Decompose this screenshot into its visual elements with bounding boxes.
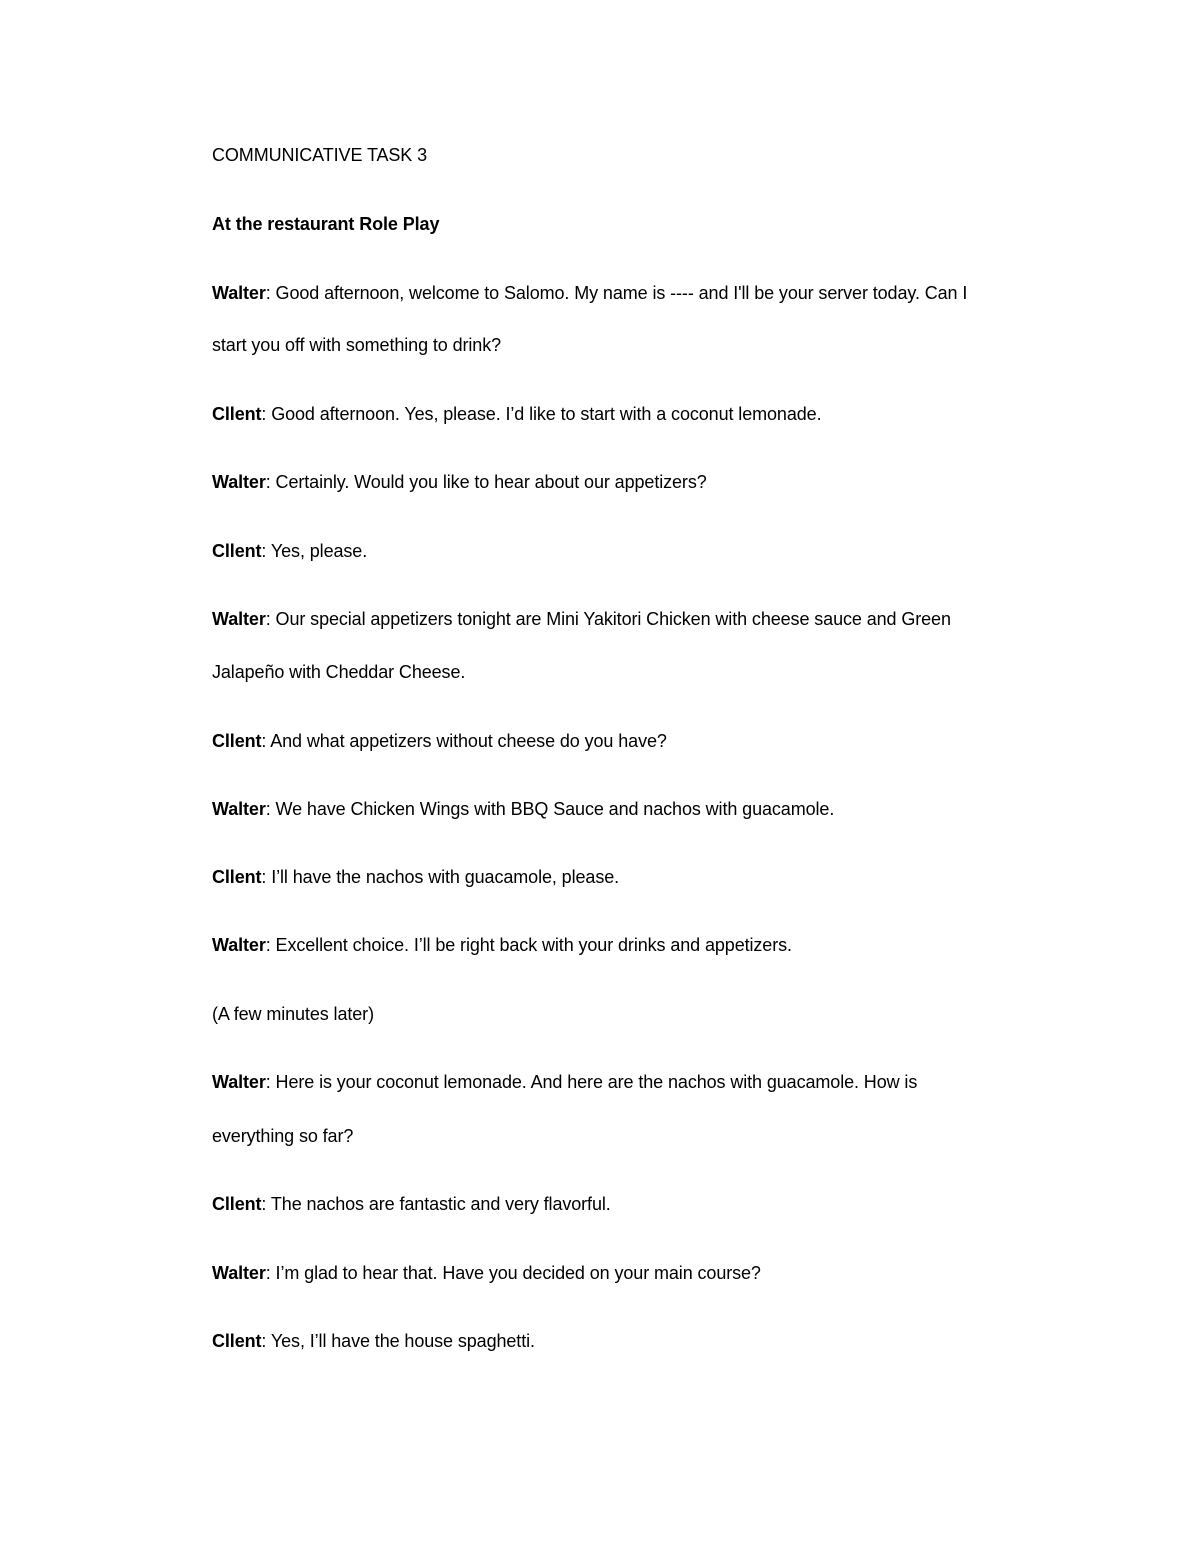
speaker-separator: : — [265, 283, 271, 303]
speaker-label: Walter — [212, 283, 266, 303]
speaker-separator: : — [265, 472, 271, 492]
dialogue-line — [212, 540, 367, 562]
speaker-label: Cllent — [212, 867, 262, 887]
dialogue-continuation: start you off with something to drink? — [212, 335, 502, 355]
speaker-label: Walter — [212, 1263, 266, 1283]
speaker-label: Walter — [212, 799, 266, 819]
dialogue-line — [212, 471, 707, 493]
speaker-label: Cllent — [212, 731, 262, 751]
speaker-label: Walter — [212, 1072, 266, 1092]
dialogue-line — [212, 934, 792, 956]
dialogue-text: Excellent choice. I’ll be right back with your drinks and appetizers. — [270, 935, 792, 955]
speaker-label: Cllent — [212, 1331, 262, 1351]
dialogue-continuation: Jalapeño with Cheddar Cheese. — [212, 662, 466, 682]
dialogue-line — [212, 1071, 917, 1093]
speaker-label: Walter — [212, 472, 266, 492]
speaker-label: Cllent — [212, 404, 262, 424]
speaker-separator: : — [261, 404, 267, 424]
dialogue-text: Our special appetizers tonight are Mini Yakitori Chicken with cheese sauce and Green — [270, 609, 951, 629]
dialogue-text: Here is your coconut lemonade. And here are the nachos with guacamole. How is — [270, 1072, 918, 1092]
dialogue-continuation: everything so far? — [212, 1126, 354, 1146]
dialogue-text: We have Chicken Wings with BBQ Sauce and nachos with guacamole. — [270, 799, 835, 819]
dialogue-text: The nachos are fantastic and very flavorful. — [266, 1194, 611, 1214]
speaker-separator: : — [265, 1072, 271, 1092]
dialogue-text: Good afternoon, welcome to Salomo. My name is ---- and I'll be your server today. Can I — [270, 283, 968, 303]
dialogue-text: I’m glad to hear that. Have you decided on your main course? — [270, 1263, 761, 1283]
dialogue-text: Good afternoon. Yes, please. I’d like to start with a coconut lemonade. — [266, 404, 822, 424]
dialogue-text: Yes, please. — [266, 541, 368, 561]
speaker-separator: : — [265, 1263, 271, 1283]
dialogue-text: And what appetizers without cheese do you have? — [266, 731, 667, 751]
speaker-separator: : — [261, 1194, 267, 1214]
dialogue-line — [212, 730, 667, 752]
speaker-label: Walter — [212, 609, 266, 629]
dialogue-line — [212, 1193, 611, 1215]
dialogue-text: I’ll have the nachos with guacamole, please. — [266, 867, 620, 887]
document-title: COMMUNICATIVE TASK 3 — [212, 145, 428, 165]
dialogue-line — [212, 1330, 535, 1352]
speaker-label: Walter — [212, 935, 266, 955]
dialogue-line — [212, 798, 834, 820]
speaker-separator: : — [261, 867, 267, 887]
speaker-separator: : — [265, 935, 271, 955]
dialogue-line — [212, 282, 967, 304]
document-subtitle: At the restaurant Role Play — [212, 214, 440, 234]
dialogue-line — [212, 1262, 761, 1284]
speaker-label: Cllent — [212, 1194, 262, 1214]
dialogue-line — [212, 866, 619, 888]
speaker-separator: : — [265, 799, 271, 819]
speaker-separator: : — [261, 541, 267, 561]
dialogue-line — [212, 403, 821, 425]
speaker-separator: : — [261, 731, 267, 751]
speaker-separator: : — [261, 1331, 267, 1351]
speaker-label: Cllent — [212, 541, 262, 561]
speaker-separator: : — [265, 609, 271, 629]
dialogue-text: Yes, I’ll have the house spaghetti. — [266, 1331, 535, 1351]
dialogue-text: Certainly. Would you like to hear about our appetizers? — [270, 472, 707, 492]
narration-line: (A few minutes later) — [212, 1004, 374, 1024]
dialogue-line — [212, 608, 951, 630]
